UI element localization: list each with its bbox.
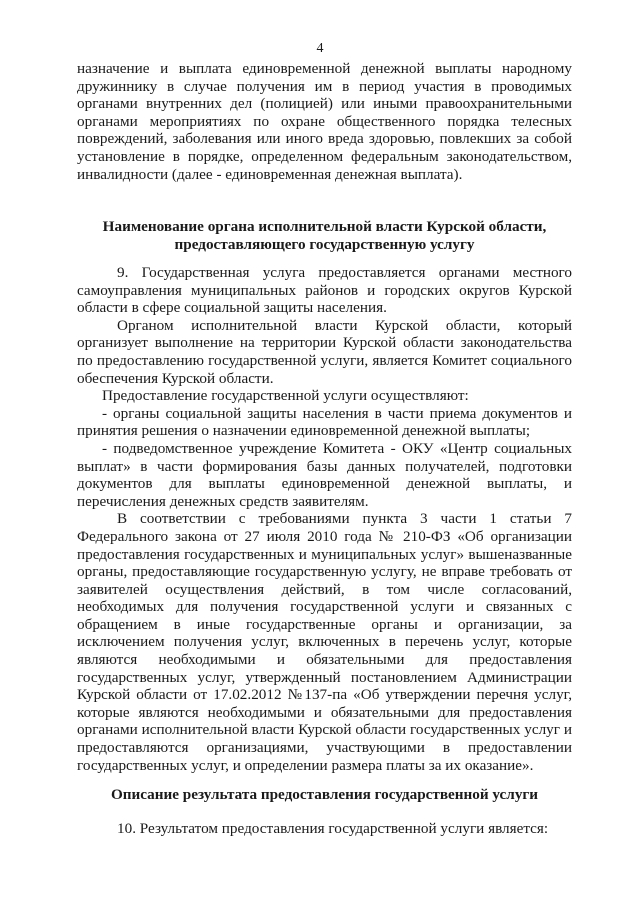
list-item-payments-center: - подведомственное учреждение Комитета - ОКУ «Центр социальных выплат» в части формирования базы данных получателей, подготовки документов для выплаты единовременной денежной выплаты, и перечисления денежных средств заявителям. bbox=[77, 439, 572, 510]
section-heading-authority: Наименование органа исполнительной власти Курской области, предоставляющего государственную услугу bbox=[102, 218, 547, 253]
list-item-social-protection: - органы социальной защиты населения в части приема документов и принятия решения о назначении единовременной денежной выплаты; bbox=[77, 404, 572, 440]
paragraph-10: 10. Результатом предоставления государственной услуги является: bbox=[117, 820, 549, 837]
intro-paragraph-block bbox=[77, 60, 572, 183]
section-body-authority bbox=[77, 264, 572, 774]
page-number: 4 bbox=[316, 41, 324, 56]
paragraph-organ: Органом исполнительной власти Курской области, который организует выполнение на территории Курской области законодательства по предоставлению государственной услуги, является Комитет социального обеспечения Курской области. bbox=[77, 316, 572, 387]
paragraph-law: В соответствии с требованиями пункта 3 части 1 статьи 7 Федерального закона от 27 июля 2010 года № 210-ФЗ «Об организации предоставления государственных и муниципальных услуг» вышеназванные органы, предоставляющие государственную услугу, не вправе требовать от заявителей осуществления действий, в том числе согласований, необходимых для получения государственной услуги и связанных с обращением в иные государственные органы и организации, за исключением получения услуг, включенных в перечень услуг, которые являются необходимыми и обязательными для предоставления государственных услуг, утвержденный постановлением Администрации Курской области от 17.02.2012 №137-па «Об утверждении перечня услуг, которые являются необходимыми и обязательными для предоставления органами исполнительной власти Курской области государственных услуг и предоставляются организациями, участвующими в предоставлении государственных услуг, и определении размера платы за их оказание». bbox=[77, 510, 572, 774]
paragraph-9: 9. Государственная услуга предоставляется органами местного самоуправления муниципальных районов и городских округов Курской области в сфере социальной защиты населения. bbox=[77, 264, 572, 317]
section-heading-result: Описание результата предоставления государственной услуги bbox=[110, 786, 539, 803]
section-body-result bbox=[77, 820, 572, 838]
intro-paragraph: назначение и выплата единовременной денежной выплаты народному дружиннику в случае получения им в период участия в проводимых органами внутренних дел (полицией) или иными правоохранительными органами мероприятиях по охране общественного порядка телесных повреждений, заболевания или иного вреда здоровью, повлекших за собой установление в порядке, определенном федеральным законодательством, инвалидности (далее - единовременная денежная выплата). bbox=[77, 60, 572, 183]
paragraph-provide: Предоставление государственной услуги осуществляют: bbox=[102, 387, 469, 405]
